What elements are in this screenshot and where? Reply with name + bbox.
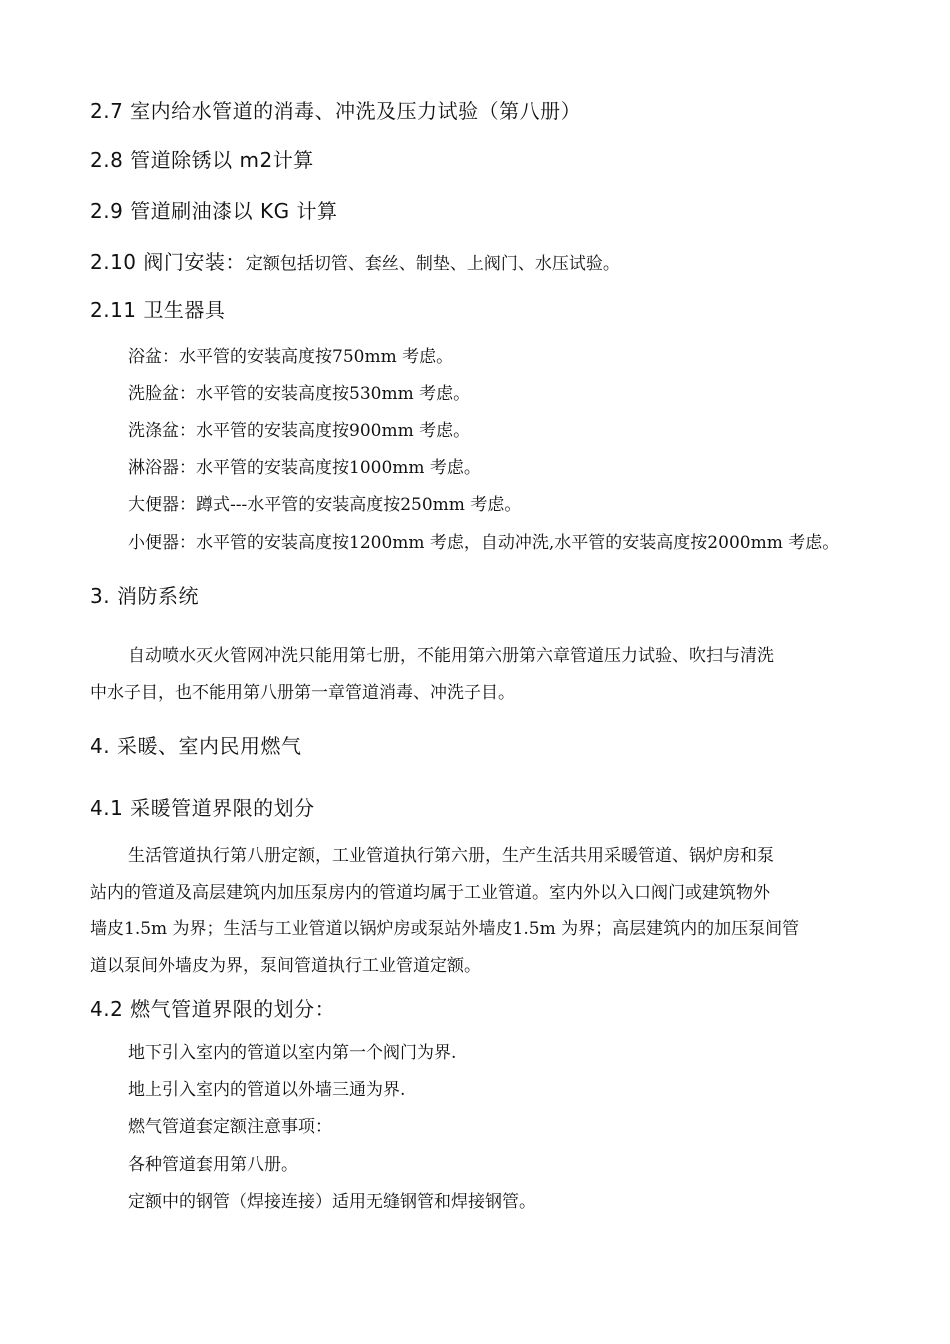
heading-4-1: 4.1 采暖管道界限的划分: [90, 796, 315, 820]
gas-line-all-pipes: 各种管道套用第八册。: [128, 1155, 298, 1175]
heating-paragraph-line-1: 生活管道执行第八册定额，工业管道执行第六册，生产生活共用采暖管道、锅炉房和泵: [128, 846, 774, 866]
sanitary-line-shower: 淋浴器：水平管的安装高度按1000mm 考虑。: [128, 458, 481, 478]
sanitary-line-toilet: 大便器：蹲式---水平管的安装高度按250mm 考虑。: [128, 495, 522, 515]
fire-paragraph-line-2: 中水子目，也不能用第八册第一章管道消毒、冲洗子目。: [90, 683, 515, 703]
gas-line-underground: 地下引入室内的管道以室内第一个阀门为界.: [128, 1043, 457, 1063]
heading-3: 3. 消防系统: [90, 584, 199, 608]
heading-4: 4. 采暖、室内民用燃气: [90, 734, 302, 758]
gas-line-notes-title: 燃气管道套定额注意事项：: [128, 1117, 332, 1137]
sanitary-line-urinal: 小便器：水平管的安装高度按1200mm 考虑，自动冲洗,水平管的安装高度按2000mm 考虑。: [128, 533, 840, 553]
heating-paragraph-line-2: 站内的管道及高层建筑内加压泵房内的管道均属于工业管道。室内外以入口阀门或建筑物外: [90, 883, 770, 903]
heading-2-10-label: 2.10 阀门安装：: [90, 250, 246, 274]
sanitary-line-sink: 洗涤盆：水平管的安装高度按900mm 考虑。: [128, 421, 471, 441]
heading-2-11: 2.11 卫生器具: [90, 298, 226, 322]
heading-4-2: 4.2 燃气管道界限的划分：: [90, 997, 336, 1021]
gas-line-steel-pipe: 定额中的钢管（焊接连接）适用无缝钢管和焊接钢管。: [128, 1192, 536, 1212]
heading-2-10: [90, 250, 620, 276]
sanitary-line-bathtub: 浴盆：水平管的安装高度按750mm 考虑。: [128, 347, 454, 367]
heading-2-7: 2.7 室内给水管道的消毒、冲洗及压力试验（第八册）: [90, 99, 582, 123]
heating-paragraph-line-4: 道以泵间外墙皮为界，泵间管道执行工业管道定额。: [90, 956, 481, 976]
heading-2-9: 2.9 管道刷油漆以 KG 计算: [90, 199, 338, 223]
fire-paragraph-line-1: 自动喷水灭火管网冲洗只能用第七册，不能用第六册第六章管道压力试验、吹扫与清洗: [128, 646, 774, 666]
heating-paragraph-line-3: 墙皮1.5m 为界；生活与工业管道以锅炉房或泵站外墙皮1.5m 为界；高层建筑内的加压泵间管: [90, 919, 800, 939]
gas-line-aboveground: 地上引入室内的管道以外墙三通为界.: [128, 1080, 406, 1100]
heading-2-10-detail: 定额包括切管、套丝、制垫、上阀门、水压试验。: [245, 254, 620, 274]
sanitary-line-washbasin: 洗脸盆：水平管的安装高度按530mm 考虑。: [128, 384, 471, 404]
heading-2-8: 2.8 管道除锈以 m2计算: [90, 148, 314, 172]
